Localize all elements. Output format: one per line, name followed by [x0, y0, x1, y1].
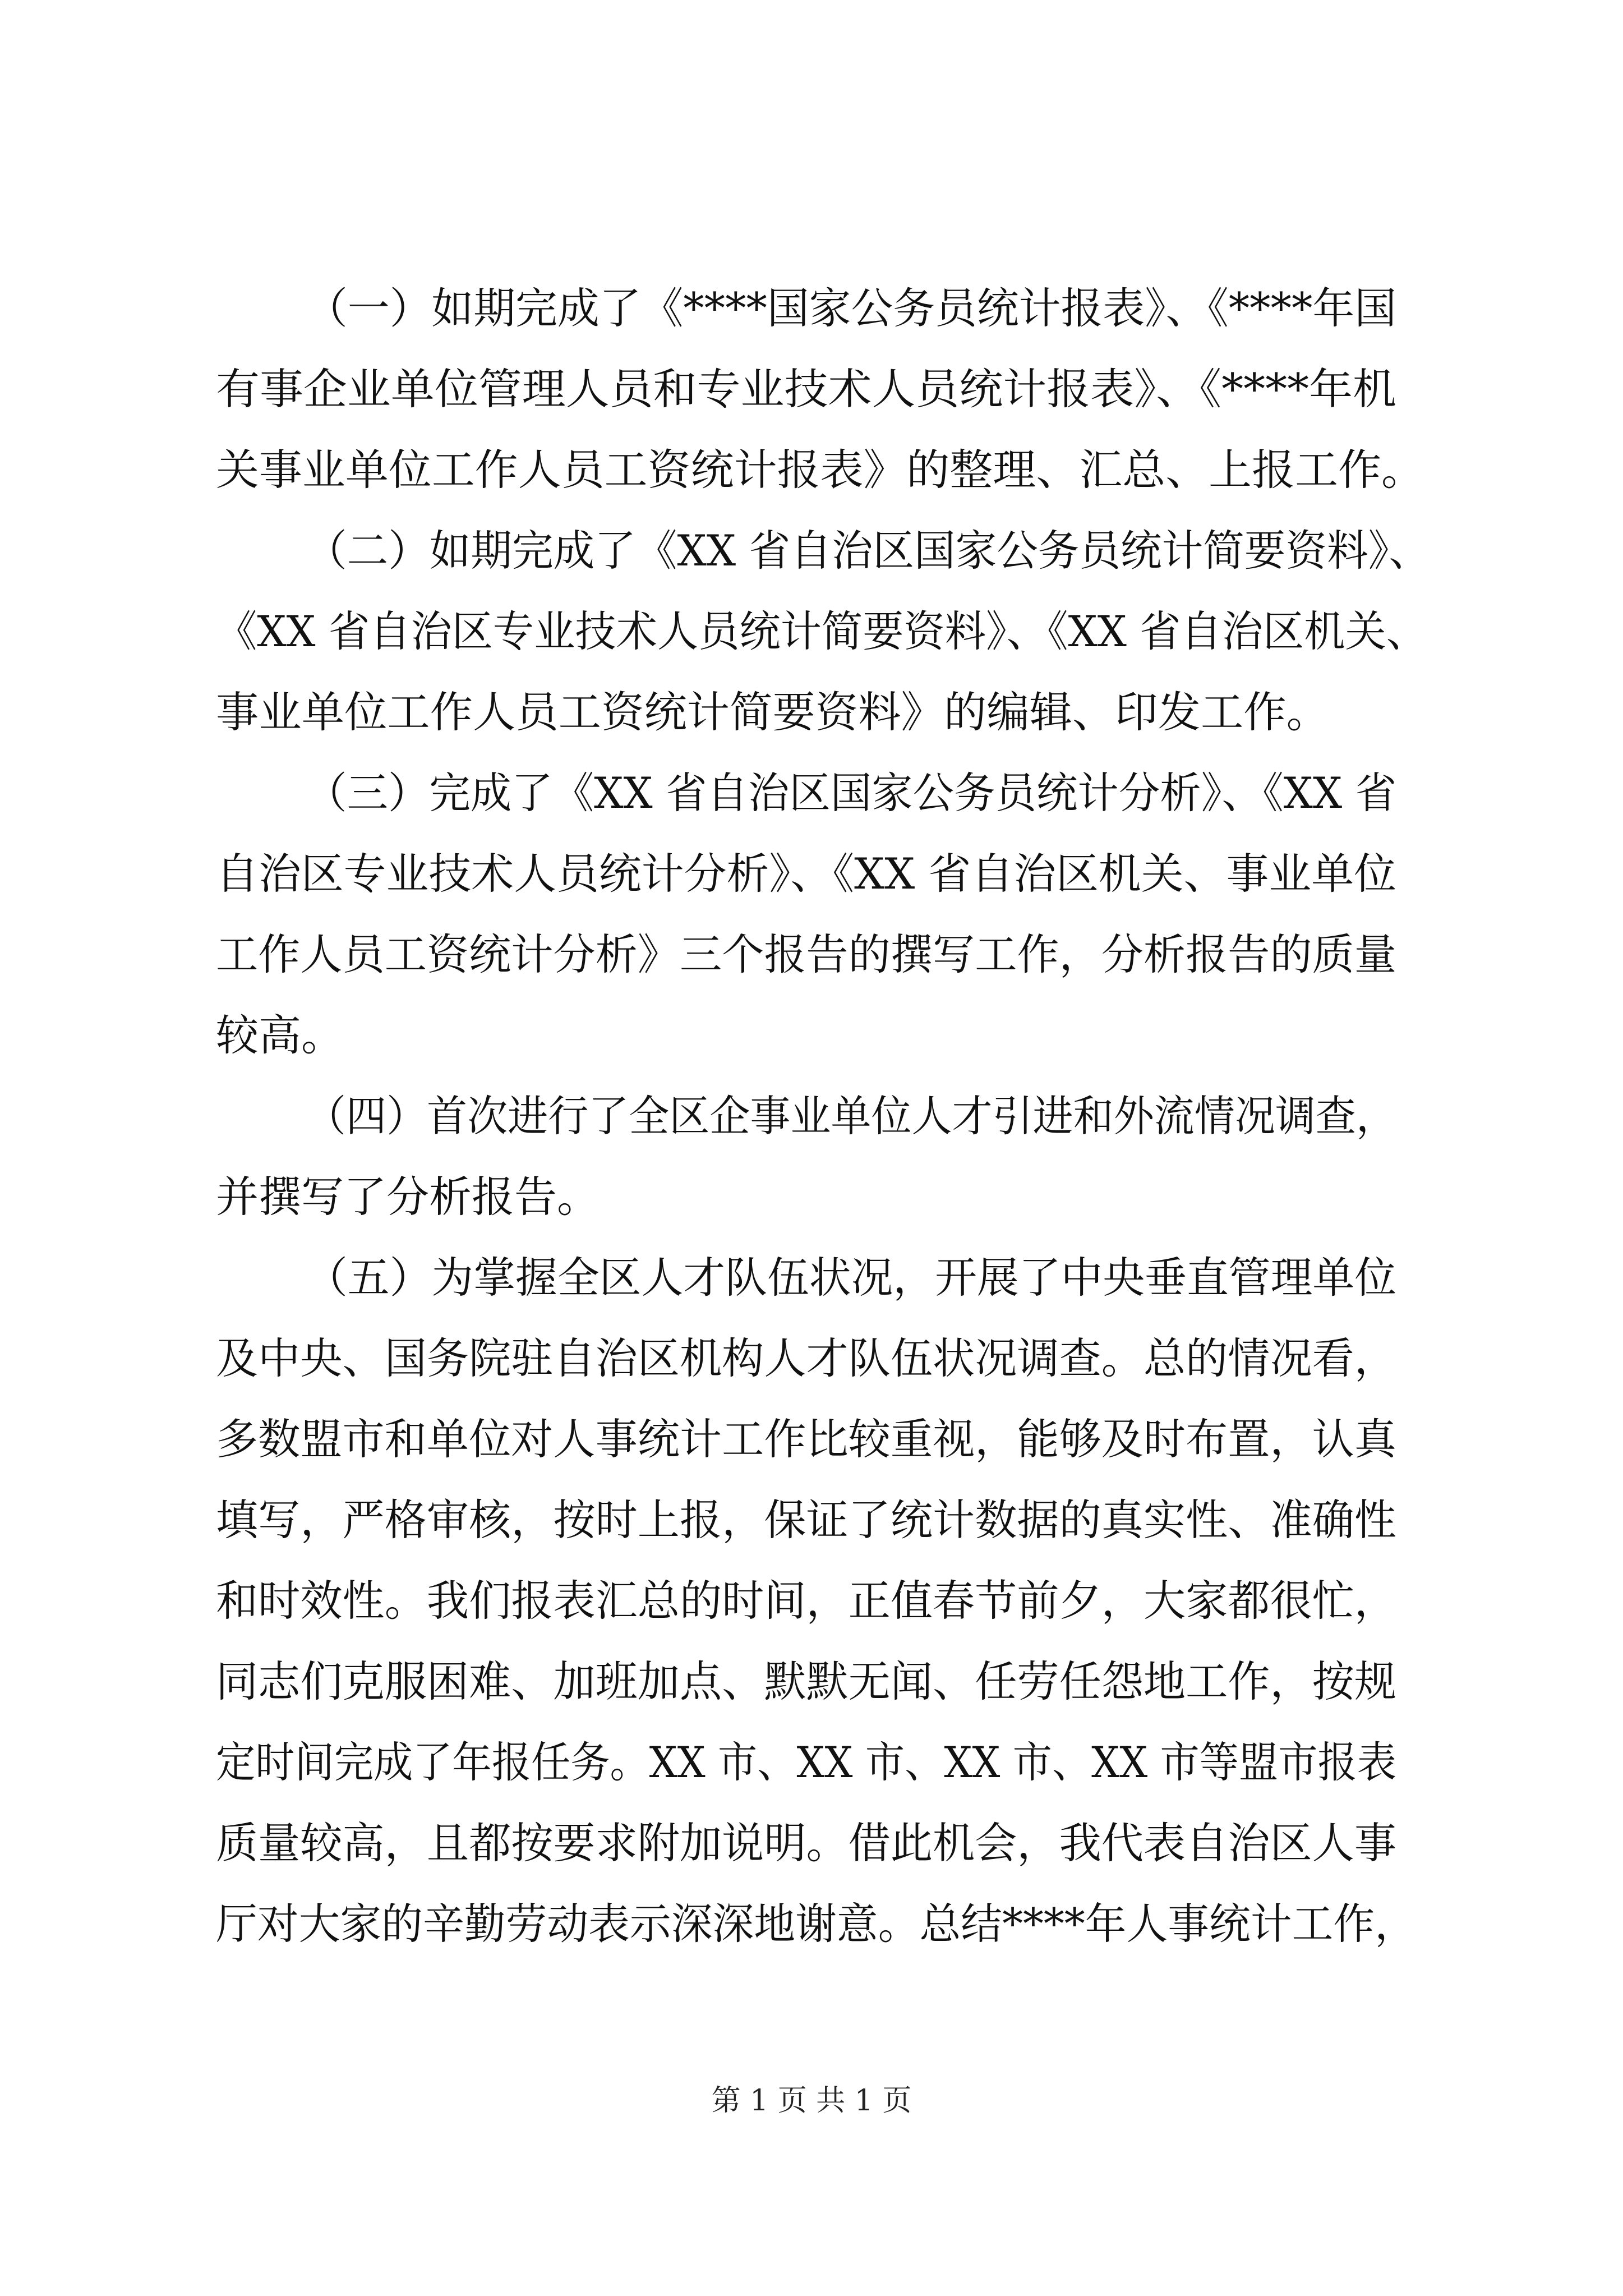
paragraph-4-line-2: 并撰写了分析报告。	[216, 1172, 600, 1222]
paragraph-1-line-3: 关事业单位工作人员工资统计报表》的整理、汇总、上报工作。	[216, 445, 1424, 495]
paragraph-1-line-2: 有事企业单位管理人员和专业技术人员统计报表》、《****年机	[216, 364, 1396, 414]
paragraph-2-line-3: 事业单位工作人员工资统计简要资料》的编辑、印发工作。	[216, 687, 1329, 737]
paragraph-1-line-1: （一）如期完成了《****国家公务员统计报表》、《****年国	[306, 283, 1396, 333]
paragraph-5-line-5: 和时效性。我们报表汇总的时间，正值春节前夕，大家都很忙，	[216, 1576, 1396, 1626]
paragraph-3-line-3: 工作人员工资统计分析》三个报告的撰写工作，分析报告的质量	[216, 930, 1396, 979]
paragraph-5-line-2: 及中央、国务院驻自治区机构人才队伍状况调查。总的情况看，	[216, 1333, 1396, 1383]
paragraph-3-line-2: 自治区专业技术人员统计分析》、《XX 省自治区机关、事业单位	[216, 849, 1396, 899]
paragraph-4-line-1: （四）首次进行了全区企事业单位人才引进和外流情况调查，	[306, 1091, 1396, 1141]
paragraph-5-line-1: （五）为掌握全区人才队伍状况，开展了中央垂直管理单位	[306, 1253, 1396, 1303]
paragraph-3-line-1: （三）完成了《XX 省自治区国家公务员统计分析》、《XX 省	[306, 768, 1396, 818]
paragraph-5-line-4: 填写，严格审核，按时上报，保证了统计数据的真实性、准确性	[216, 1495, 1396, 1545]
page-footer	[0, 2078, 1623, 2123]
paragraph-5-line-7: 定时间完成了年报任务。XX 市、XX 市、XX 市、XX 市等盟市报表	[216, 1737, 1396, 1787]
paragraph-2-line-1: （二）如期完成了《XX 省自治区国家公务员统计简要资料》、	[306, 526, 1430, 576]
page-number-text: 第 1 页 共 1 页	[711, 2084, 912, 2118]
paragraph-2-line-2: 《XX 省自治区专业技术人员统计简要资料》、《XX 省自治区机关、	[216, 606, 1427, 656]
document-body	[216, 268, 1430, 1964]
paragraph-5-line-8: 质量较高，且都按要求附加说明。借此机会，我代表自治区人事	[216, 1818, 1396, 1868]
paragraph-5-line-9: 厅对大家的辛勤劳动表示深深地谢意。总结****年人事统计工作，	[216, 1899, 1416, 1949]
paragraph-5-line-6: 同志们克服困难、加班加点、默默无闻、任劳任怨地工作，按规	[216, 1657, 1396, 1706]
paragraph-3-line-4: 较高。	[216, 1010, 344, 1060]
paragraph-5-line-3: 多数盟市和单位对人事统计工作比较重视，能够及时布置，认真	[216, 1414, 1396, 1464]
